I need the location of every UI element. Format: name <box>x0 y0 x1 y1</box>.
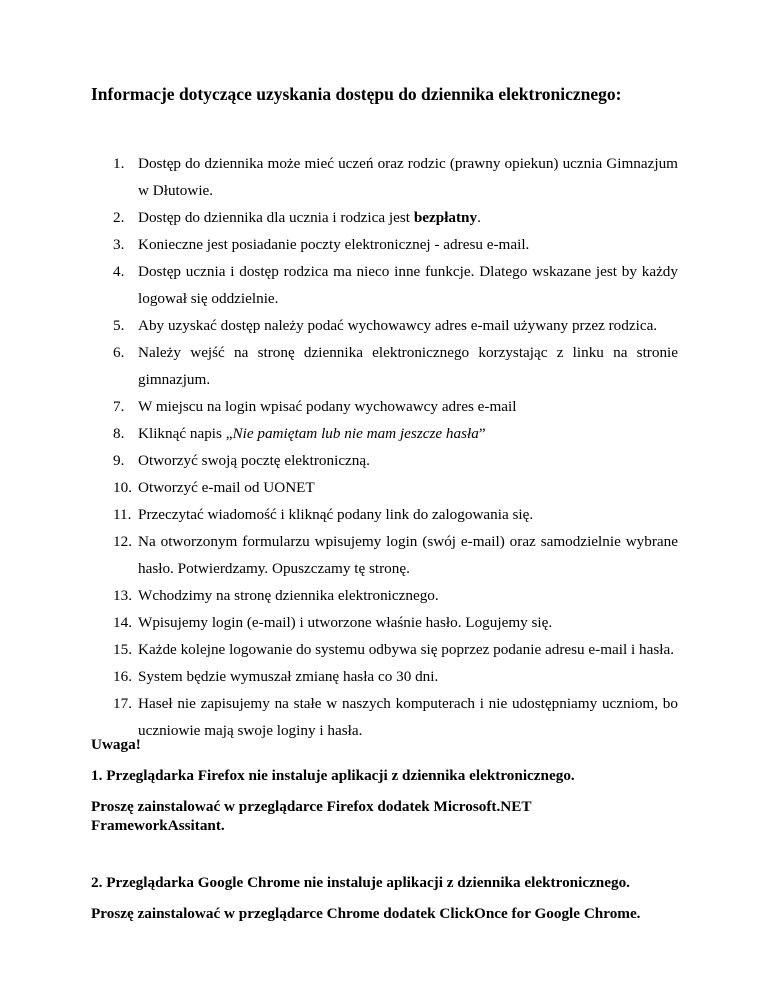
note-heading: Uwaga! <box>91 736 141 753</box>
list-item <box>113 312 678 339</box>
page-title: Informacje dotyczące uzyskania dostępu do dziennika elektronicznego: <box>91 84 622 104</box>
list-item <box>113 393 678 420</box>
item-text: Dostęp do dziennika może mieć uczeń oraz rodzic (prawny opiekun) ucznia Gimnazjum w Dłutowie. <box>138 155 678 199</box>
item-number: 2. <box>113 209 125 226</box>
item-text: Dostęp do dziennika dla ucznia i rodzica jest bezpłatny. <box>138 209 481 226</box>
item-number: 5. <box>113 317 125 334</box>
note-item-1: 1. Przeglądarka Firefox nie instaluje aplikacji z dziennika elektronicznego. <box>91 767 575 784</box>
item-text: Kliknąć napis „Nie pamiętam lub nie mam jeszcze hasła” <box>138 425 486 442</box>
list-item <box>113 339 678 393</box>
item-number: 13. <box>113 587 132 604</box>
list-item <box>113 474 678 501</box>
item-number: 6. <box>113 344 125 361</box>
item-number: 1. <box>113 155 125 172</box>
item-number: 12. <box>113 533 132 550</box>
item-number: 3. <box>113 236 125 253</box>
note-item-2-detail: Proszę zainstalować w przeglądarce Chrome dodatek ClickOnce for Google Chrome. <box>91 905 641 922</box>
item-number: 11. <box>113 506 132 523</box>
note-item-1-detail: Proszę zainstalować w przeglądarce Firefox dodatek Microsoft.NET FrameworkAssitant. <box>91 798 532 834</box>
item-text: System będzie wymuszał zmianę hasła co 30 dni. <box>138 668 439 685</box>
item-text: Wchodzimy na stronę dziennika elektronicznego. <box>138 587 439 604</box>
item-text: Otworzyć e-mail od UONET <box>138 479 315 496</box>
item-text: W miejscu na login wpisać podany wychowawcy adres e-mail <box>138 398 517 415</box>
list-item <box>113 204 678 231</box>
item-text: Otworzyć swoją pocztę elektroniczną. <box>138 452 370 469</box>
list-item <box>113 528 678 582</box>
item-number: 16. <box>113 668 132 685</box>
item-text: Należy wejść na stronę dziennika elektronicznego korzystając z linku na stronie gimnazjum. <box>138 344 678 388</box>
item-text: Przeczytać wiadomość i kliknąć podany link do zalogowania się. <box>138 506 534 523</box>
item-number: 17. <box>113 695 132 712</box>
item-number: 10. <box>113 479 132 496</box>
list-item <box>113 258 678 312</box>
item-number: 14. <box>113 614 132 631</box>
item-text: Konieczne jest posiadanie poczty elektronicznej - adresu e-mail. <box>138 236 530 253</box>
item-number: 4. <box>113 263 125 280</box>
item-text: Aby uzyskać dostęp należy podać wychowawcy adres e-mail używany przez rodzica. <box>138 317 658 334</box>
list-item <box>113 636 678 663</box>
list-item <box>113 609 678 636</box>
item-number: 8. <box>113 425 125 442</box>
list-item <box>113 582 678 609</box>
note-item-2: 2. Przeglądarka Google Chrome nie instaluje aplikacji z dziennika elektronicznego. <box>91 874 630 891</box>
steps-list <box>113 150 678 744</box>
list-item <box>113 150 678 204</box>
list-item <box>113 447 678 474</box>
bold-text: bezpłatny <box>413 209 478 226</box>
italic-text: Nie pamiętam lub nie mam jeszcze hasła <box>232 425 479 442</box>
list-item <box>113 420 678 447</box>
item-text: Haseł nie zapisujemy na stałe w naszych komputerach i nie udostępniamy uczniom, bo uczniowie mają swoje loginy i hasła. <box>138 695 678 739</box>
item-text: Dostęp ucznia i dostęp rodzica ma nieco inne funkcje. Dlatego wskazane jest by każdy logował się oddzielnie. <box>138 263 678 307</box>
item-number: 9. <box>113 452 125 469</box>
item-text: Wpisujemy login (e-mail) i utworzone właśnie hasło. Logujemy się. <box>138 614 553 631</box>
item-text: Na otworzonym formularzu wpisujemy login (swój e-mail) oraz samodzielnie wybrane hasło. Potwierdzamy. Opuszczamy tę stronę. <box>138 533 678 577</box>
item-number: 15. <box>113 641 132 658</box>
list-item <box>113 231 678 258</box>
item-number: 7. <box>113 398 125 415</box>
list-item <box>113 501 678 528</box>
item-text: Każde kolejne logowanie do systemu odbywa się poprzez podanie adresu e-mail i hasła. <box>138 641 675 658</box>
list-item <box>113 663 678 690</box>
